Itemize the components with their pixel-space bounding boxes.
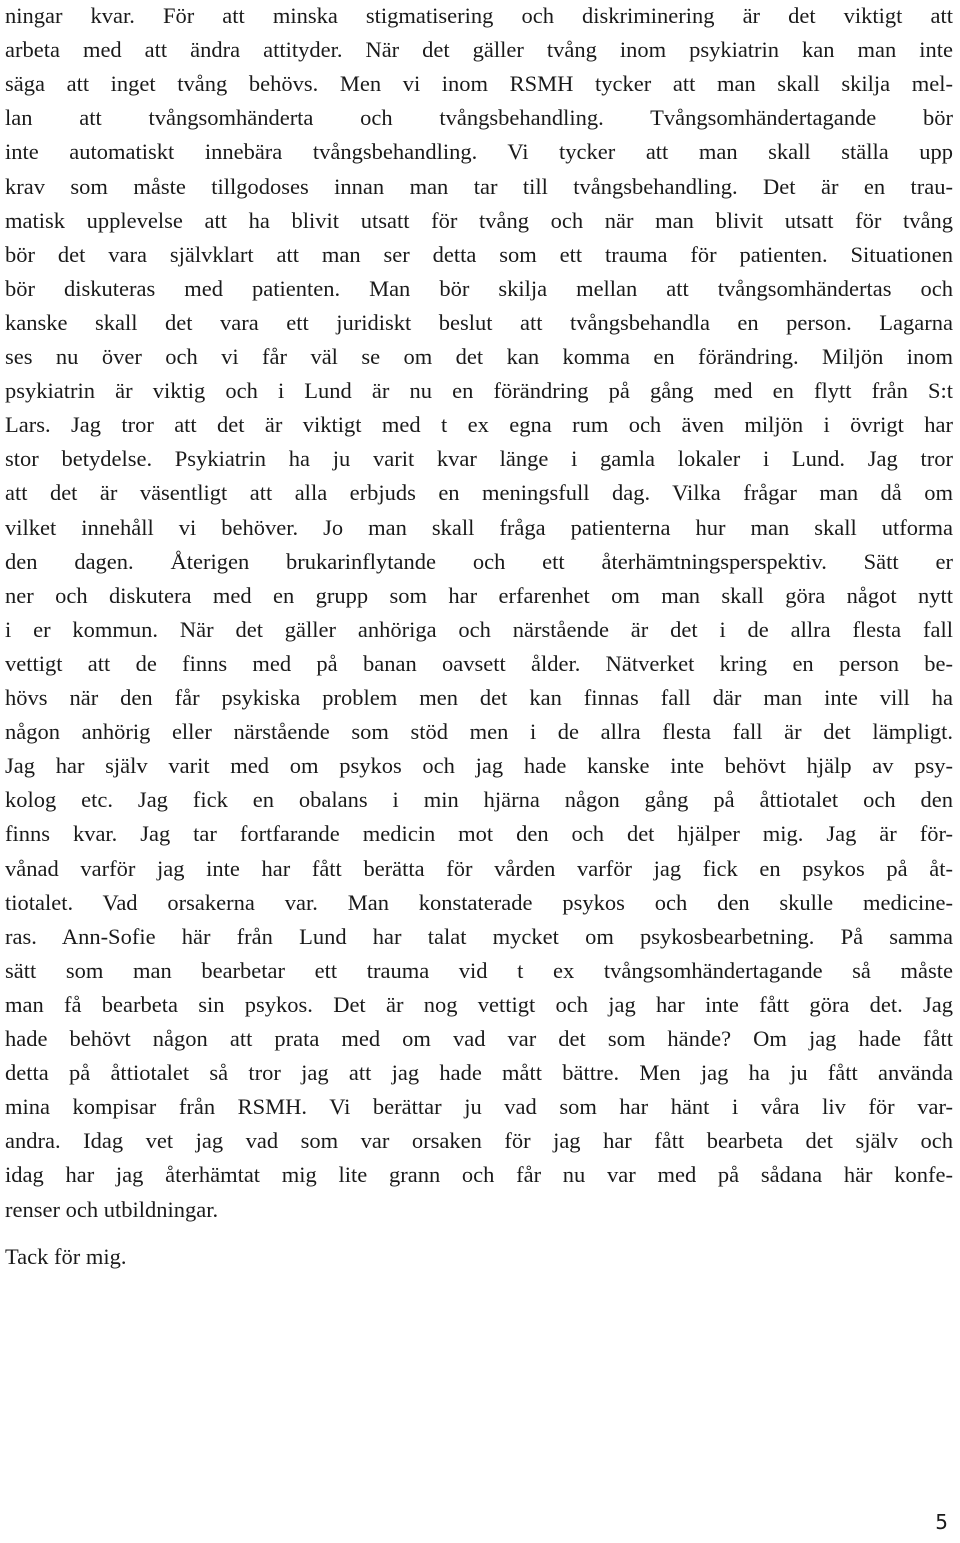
text-line: bör det vara självklart att man ser detta som ett trauma för patienten. Situationen [5,241,953,267]
text-line: lan att tvångsomhänderta och tvångsbehandling. Tvångsomhändertagande bör [5,105,953,131]
text-line: någon anhörig eller närstående som stöd men i de allra flesta fall är det lämpligt. [5,719,953,745]
text-line: arbeta med att ändra attityder. När det gäller tvång inom psykiatrin kan man inte [5,37,953,63]
text-line: ningar kvar. För att minska stigmatisering och diskriminering är det viktigt att [5,3,953,28]
text-line: säga att inget tvång behövs. Men vi inom RSMH tycker att man skall skilja mel- [5,71,953,97]
text-line: Jag har själv varit med om psykos och jag hade kanske inte behövt hjälp av psy- [5,753,953,779]
closing-line: Tack för mig. [5,1244,127,1269]
text-line: vettigt att de finns med på banan oavsett ålder. Nätverket kring en person be- [5,650,953,676]
text-line: ner och diskutera med en grupp som har erfarenhet om man skall göra något nytt [5,582,953,608]
page-number: 5 [935,1510,948,1534]
text-line: renser och utbildningar. [5,1196,219,1222]
text-line: att det är väsentligt att alla erbjuds en meningsfull dag. Vilka frågar man då om [5,480,953,506]
text-line: krav som måste tillgodoses innan man tar till tvångsbehandling. Det är en trau- [5,173,953,199]
text-line: psykiatrin är viktig och i Lund är nu en förändring på gång med en flytt från S:t [5,378,953,404]
text-line: finns kvar. Jag tar fortfarande medicin mot den och det hjälper mig. Jag är för- [5,821,953,847]
text-line: ras. Ann-Sofie här från Lund har talat mycket om psykosbearbetning. På samma [5,923,953,949]
text-line: man få bearbeta sin psykos. Det är nog vettigt och jag har inte fått göra det. Jag [5,991,953,1017]
text-line: inte automatiskt innebära tvångsbehandling. Vi tycker att man skall ställa upp [5,139,953,165]
text-line: andra. Idag vet jag vad som var orsaken för jag har fått bearbeta det själv och [5,1128,953,1154]
text-line: hade behövt någon att prata med om vad var det som hände? Om jag hade fått [5,1026,953,1051]
text-line: den dagen. Återigen brukarinflytande och ett återhämtningsperspektiv. Sätt er [5,548,953,574]
text-line: idag har jag återhämtat mig lite grann och får nu var med på sådana här konfe- [5,1162,953,1188]
text-line: matisk upplevelse att ha blivit utsatt för tvång och när man blivit utsatt för tvång [5,207,953,233]
text-line: sätt som man bearbetar ett trauma vid t ex tvångsomhändertagande så måste [5,957,953,983]
text-line: vånad varför jag inte har fått berätta för vården varför jag fick en psykos på åt- [5,855,953,881]
text-line: Lars. Jag tror att det är viktigt med t ex egna rum och även miljön i övrigt har [5,412,953,438]
text-line: detta på åttiotalet så tror jag att jag hade mått bättre. Men jag ha ju fått använda [5,1060,953,1086]
text-line: bör diskuteras med patienten. Man bör skilja mellan att tvångsomhändertas och [5,275,953,301]
text-line: i er kommun. När det gäller anhöriga och närstående är det i de allra flesta fall [5,616,953,642]
text-line: mina kompisar från RSMH. Vi berättar ju vad som har hänt i våra liv för var- [5,1094,953,1120]
text-line: kanske skall det vara ett juridiskt beslut att tvångsbehandla en person. Lagarna [5,309,953,335]
text-line: hövs när den får psykiska problem men det kan finnas fall där man inte vill ha [5,685,953,710]
text-line: ses nu över och vi får väl se om det kan komma en förändring. Miljön inom [5,344,953,369]
text-line: tiotalet. Vad orsakerna var. Man konstaterade psykos och den skulle medicine- [5,889,953,915]
text-line: stor betydelse. Psykiatrin ha ju varit kvar länge i gamla lokaler i Lund. Jag tror [5,446,953,472]
text-line: vilket innehåll vi behöver. Jo man skall fråga patienterna hur man skall utforma [5,514,953,540]
text-line: kolog etc. Jag fick en obalans i min hjärna någon gång på åttiotalet och den [5,787,953,813]
